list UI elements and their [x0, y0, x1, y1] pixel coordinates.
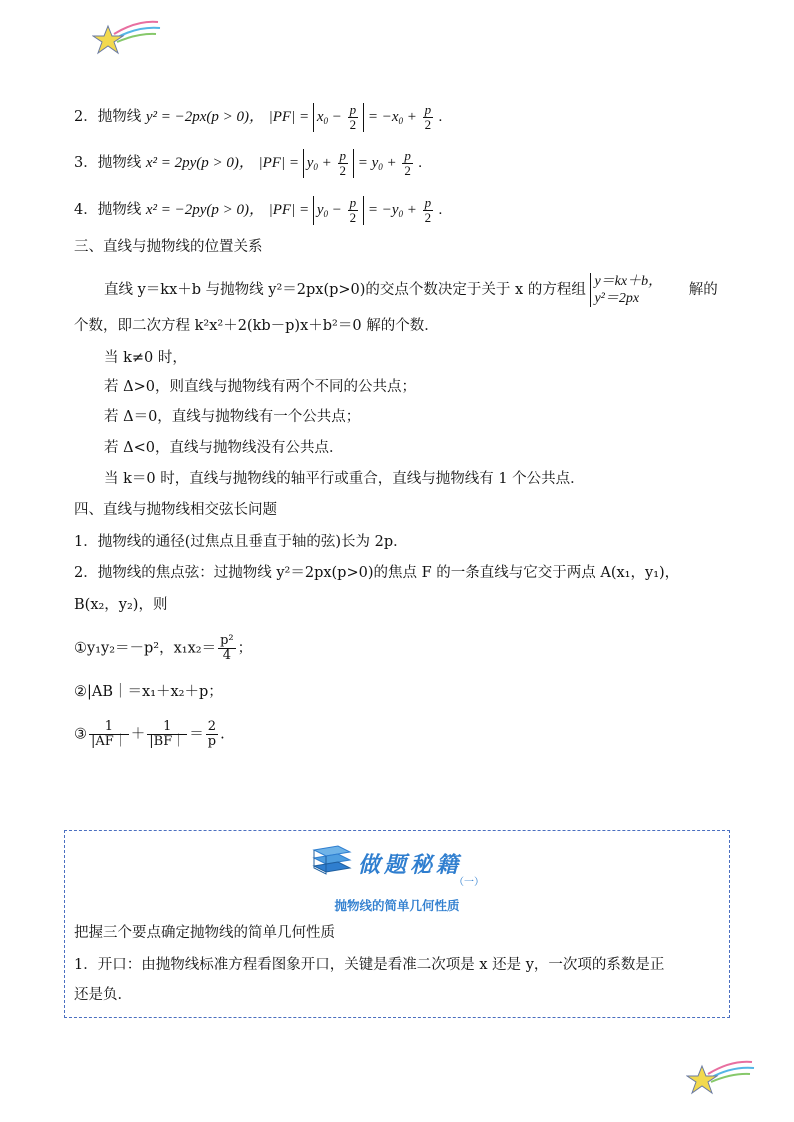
item-3-label: 3．抛物线 — [74, 154, 146, 171]
item-2-label: 2．抛物线 — [74, 108, 146, 125]
item-4-focal-distance: $|PF| = y_0$ − $\frac{p}{2}$ = $-y_0$ + $\frac{p}{2}$ . — [268, 195, 443, 225]
shooting-star-icon-bottom — [686, 1054, 758, 1098]
property-item-4 — [74, 196, 443, 225]
tip-subtitle: （一） — [454, 877, 484, 888]
item-2-equation: y² = −2px(p > 0)， — [145, 108, 265, 125]
focal-chord-points: B(x₂，y₂)，则 — [74, 597, 168, 613]
case-k-zero: 当 k＝0 时，直线与抛物线的轴平行或重合，直线与抛物线有 1 个公共点． — [104, 471, 585, 487]
item-3-focal-distance: $|PF| = y_0$ + $\frac{p}{2}$ = $y_0$ + $\frac{p}{2}$ . — [258, 148, 423, 178]
section-3-title: 三、直线与抛物线的位置关系 — [74, 239, 263, 255]
case-delta-zero: 若 Δ＝0，直线与抛物线有一个公共点； — [104, 409, 361, 425]
property-item-2 — [74, 103, 443, 132]
para1-end: 解的 — [688, 282, 718, 298]
result-2: ②|AB｜＝x₁＋x₂＋p； — [74, 684, 223, 700]
item-2-focal-distance: $|PF| = x_0$ − $\frac{p}{2}$ = $-x_0$ + $\frac{p}{2}$ . — [268, 102, 443, 132]
property-item-3 — [74, 149, 422, 178]
tip-title: 做题秘籍 — [358, 852, 463, 878]
latus-rectum-item: 1．抛物线的通径(过焦点且垂直于轴的弦)长为 2p． — [74, 534, 408, 550]
result-1: ①y₁y₂＝－p²，x₁x₂＝ $\frac{\text{p²}}{4}$ ； — [74, 633, 253, 663]
tip-line-2: 1．开口：由抛物线标准方程看图象开口，关键是看准二次项是 x 还是 y，一次项的系数是正 — [74, 957, 665, 973]
section-3-para2: 个数，即二次方程 k²x²＋2(kb－p)x＋b²＝0 解的个数． — [74, 318, 439, 334]
tip-line-3: 还是负． — [74, 987, 132, 1003]
equation-system: y＝kx＋b， y²＝2px — [590, 273, 662, 307]
case-delta-negative: 若 Δ<0，直线与抛物线没有公共点． — [104, 440, 344, 456]
tip-heading: 抛物线的简单几何性质 — [334, 898, 460, 913]
item-4-equation: x² = −2py(p > 0)， — [145, 201, 265, 218]
case-delta-positive: 若 Δ>0，则直线与抛物线有两个不同的公共点； — [104, 379, 416, 395]
result-3-label: ③ — [74, 726, 87, 743]
books-icon — [312, 844, 352, 878]
section-3-paragraph — [104, 273, 718, 307]
shooting-star-icon-top — [92, 14, 164, 58]
item-3-equation: x² = 2py(p > 0)， — [145, 154, 254, 171]
result-1-text: ①y₁y₂＝－p²，x₁x₂＝ — [74, 640, 217, 657]
result-3: ③ $\frac{1}{|AF|}$ ＋ $\frac{1}{|BF|}$ ＝ $\frac{2}{p}$ . — [74, 719, 225, 749]
focal-chord-item: 2．抛物线的焦点弦：过抛物线 y²＝2px(p>0)的焦点 F 的一条直线与它交于两点 A(x₁，y₁)， — [74, 565, 680, 581]
para1-text: 直线 y＝kx＋b 与抛物线 y²＝2px(p>0)的交点个数决定于关于 x 的方程组 — [104, 282, 586, 298]
item-4-label: 4．抛物线 — [74, 201, 146, 218]
case-k-nonzero: 当 k≠0 时， — [104, 350, 187, 366]
section-4-title: 四、直线与抛物线相交弦长问题 — [74, 502, 277, 518]
tip-line-1: 把握三个要点确定抛物线的简单几何性质 — [74, 925, 335, 941]
